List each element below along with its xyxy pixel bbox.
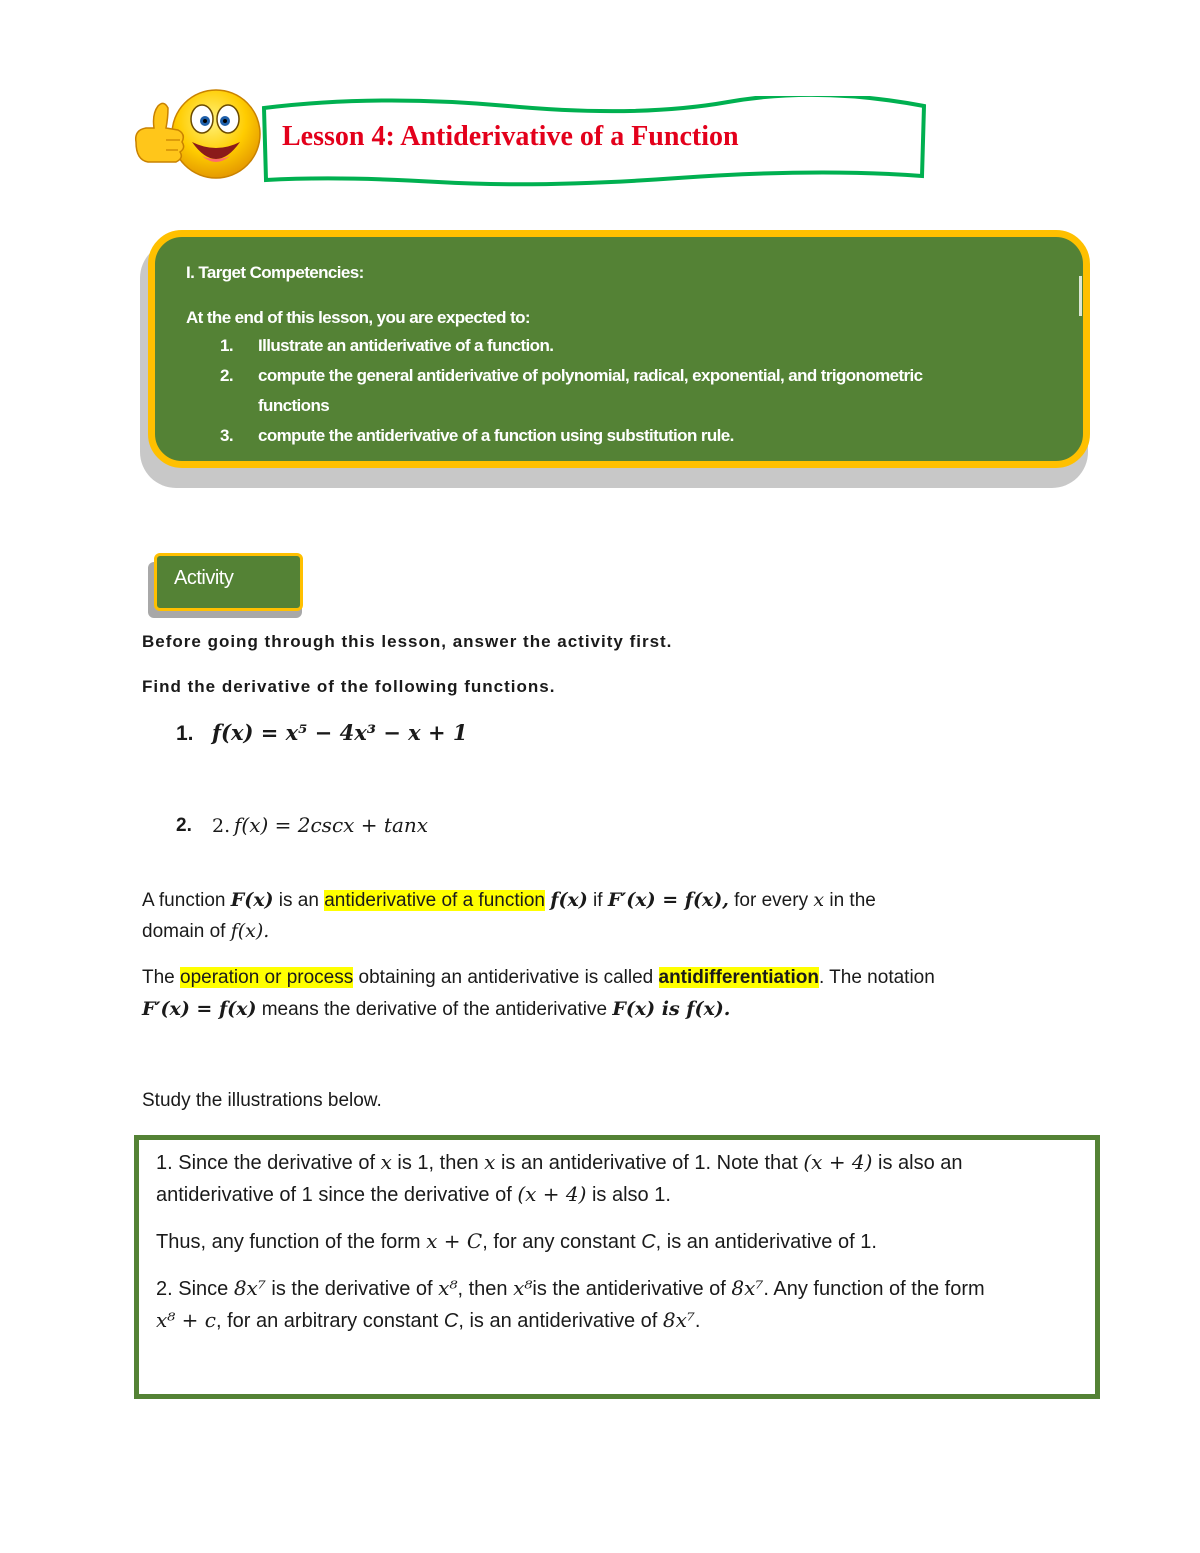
competency-item: compute the general antiderivative of polynomial, radical, exponential, and trigonometric (258, 366, 923, 385)
competencies-decor-line (1079, 276, 1082, 316)
math: f(x) (550, 889, 588, 911)
text: domain of (142, 921, 231, 942)
text: . (694, 1310, 701, 1332)
math: x⁸ + c (156, 1308, 216, 1332)
text: , is an antiderivative of (458, 1310, 663, 1332)
text: The (142, 967, 181, 988)
math: x⁸ (438, 1276, 458, 1300)
highlighted-term: antiderivative of a function (324, 890, 545, 911)
math: x (813, 889, 825, 911)
text: Thus, any function of the form (156, 1231, 427, 1253)
illustration-line (156, 1276, 985, 1301)
math: x⁸ (513, 1276, 533, 1300)
text: is an (273, 890, 325, 911)
text: means the derivative of the antiderivative (256, 999, 613, 1020)
text: . The notation (818, 967, 935, 988)
problem-number: 1. (176, 722, 194, 745)
math: (x + 4) (517, 1182, 587, 1206)
math: x (380, 1150, 392, 1174)
problem-expression: f(x) = x⁵ − 4x³ − x + 1 (212, 720, 468, 745)
text: is also 1. (586, 1184, 671, 1206)
math: 8x⁷ (662, 1308, 695, 1332)
definition-line-1 (142, 889, 876, 912)
text: C (443, 1310, 459, 1332)
text: A function (142, 890, 231, 911)
activity-instruction: Before going through this lesson, answer the activity first. (142, 632, 673, 651)
text: , is an antiderivative of 1. (655, 1231, 877, 1253)
highlighted-term: antidifferentiation (658, 967, 819, 988)
text: , for any constant (482, 1231, 642, 1253)
illustration-line (156, 1182, 671, 1207)
text: is also an (872, 1152, 963, 1174)
text: 1. Since the derivative of (156, 1152, 381, 1174)
activity-label: Activity (174, 567, 234, 589)
text: is an antiderivative of 1. Note that (495, 1152, 804, 1174)
activity-instruction: Find the derivative of the following functions. (142, 677, 556, 696)
math: F′(x) = f(x), (607, 889, 729, 911)
text: C (641, 1231, 656, 1253)
competency-item: Illustrate an antiderivative of a function. (258, 336, 554, 355)
text: for every (728, 890, 814, 911)
math: x + C (426, 1229, 483, 1253)
definition-line-4 (142, 998, 730, 1021)
competency-item: compute the antiderivative of a function using substitution rule. (258, 426, 734, 445)
competencies-heading: I. Target Competencies: (186, 263, 364, 282)
illustration-line (156, 1229, 877, 1254)
competencies-intro: At the end of this lesson, you are expected to: (186, 308, 530, 327)
text: is the derivative of (265, 1278, 439, 1300)
math: F(x) is f(x). (612, 998, 731, 1020)
text: obtaining an antiderivative is called (353, 967, 659, 988)
math: F(x) (230, 889, 274, 911)
problem-number: 2. (176, 815, 192, 836)
study-prompt: Study the illustrations below. (142, 1090, 382, 1111)
illustration-line (156, 1150, 963, 1175)
text: . Any function of the form (763, 1278, 985, 1300)
text: is 1, then (391, 1152, 485, 1174)
text: antiderivative of 1 since the derivative of (156, 1184, 518, 1206)
math: F′(x) = f(x) (142, 998, 257, 1020)
text: in the (824, 890, 876, 911)
text: , then (457, 1278, 514, 1300)
problem-expression: f(x) = 2cscx + tanx (234, 813, 429, 837)
math: (x + 4) (803, 1150, 873, 1174)
math: f(x). (230, 920, 270, 942)
definition-line-3 (142, 967, 935, 989)
competency-number: 3. (220, 426, 233, 445)
illustration-line (156, 1308, 700, 1333)
math: 8x⁷ (233, 1276, 266, 1300)
math: 8x⁷ (731, 1276, 764, 1300)
thumbs-up-smiley-icon (128, 84, 263, 184)
text: , for an arbitrary constant (215, 1310, 444, 1332)
math: x (484, 1150, 496, 1174)
highlighted-term: operation or process (180, 967, 354, 988)
competency-number: 2. (220, 366, 233, 385)
text: is the antiderivative of (532, 1278, 732, 1300)
problem-prefix: 2. (212, 815, 231, 837)
competency-number: 1. (220, 336, 233, 355)
definition-line-2 (142, 920, 269, 943)
text: if (587, 890, 608, 911)
lesson-title: Lesson 4: Antiderivative of a Function (282, 121, 739, 152)
text: 2. Since (156, 1278, 234, 1300)
competency-item-continued: functions (258, 396, 330, 415)
